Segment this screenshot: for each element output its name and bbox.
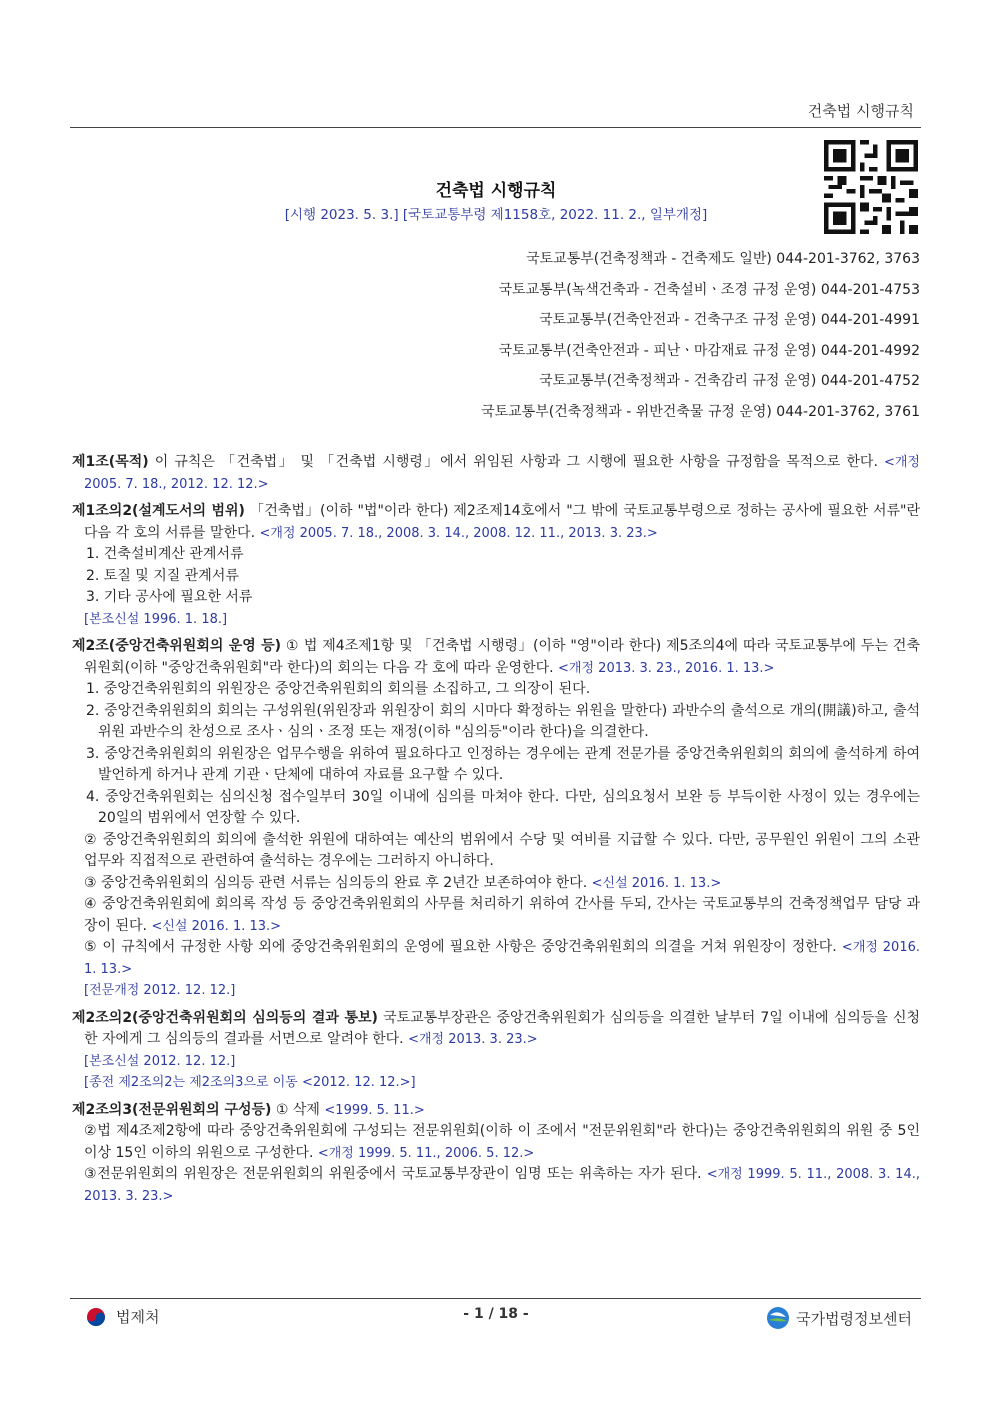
article-text: ① 법 제4조제1항 및 「건축법 시행령」(이하 "영"이라 한다) 제5조의4에 따라 국토교통부에 두는 건축위원회(이하 "중앙건축위원회"라 한다)의 회의는 다음 각 호에 따라 운영한다.	[84, 638, 920, 676]
article-paragraph	[72, 636, 920, 679]
amendment-note[interactable]: <신설 2016. 1. 13.>	[151, 918, 282, 934]
article-paragraph	[72, 452, 920, 495]
article-paragraph	[72, 1008, 920, 1051]
revision-note[interactable]: [전문개정 2012. 12. 12.]	[84, 983, 236, 998]
paragraph-4	[72, 894, 920, 937]
law-center-logo-icon	[766, 1306, 790, 1330]
paragraph-2: ② 중앙건축위원회의 회의에 출석한 위원에 대하여는 예산의 범위에서 수당 및 여비를 지급할 수 있다. 다만, 공무원인 위원이 그의 소관 업무와 직접적으로 관련하여 출석하는 경우에는 그러하지 아니하다.	[84, 831, 920, 869]
article-heading: 제2조의3(전문위원회의 구성등)	[72, 1101, 272, 1118]
footer-org-name: 법제처	[116, 1308, 160, 1326]
article-text: 이 규칙은 「건축법」 및 「건축법 시행령」에서 위임된 사항과 그 시행에 필요한 사항을 규정함을 목적으로 한다.	[148, 454, 884, 470]
amendment-note[interactable]: <신설 2016. 1. 13.>	[591, 875, 722, 891]
amendment-note[interactable]: <개정 2016. 1. 13.>	[84, 940, 920, 977]
article-1-2	[72, 501, 920, 630]
article-heading: 제1조의2(설계도서의 범위)	[72, 503, 245, 519]
article-2-2	[72, 1008, 920, 1094]
page-number: - 1 / 18 -	[463, 1306, 529, 1322]
revision-note[interactable]: [본조신설 1996. 1. 18.]	[84, 611, 228, 627]
document-body	[72, 452, 920, 1213]
amendment-note[interactable]: <1999. 5. 11.>	[324, 1102, 425, 1118]
article-text: 「건축법」(이하 "법"이라 한다) 제2조제14호에서 "그 밖에 국토교통부령으로 정하는 공사에 필요한 서류"란 다음 각 호의 서류를 말한다.	[84, 503, 920, 541]
list-item: 2. 중앙건축위원회의 회의는 구성위원(위원장과 위원장이 회의 시마다 확정하는 위원을 말한다) 과반수의 출석으로 개의(開議)하고, 출석위원 과반수의 찬성으로 조사ㆍ심의ㆍ조정 또는 재정(이하 "심의등"이라 한다)을 의결한다.	[86, 702, 920, 740]
amendment-note[interactable]: <개정 2013. 3. 23.>	[408, 1032, 538, 1047]
document-subtitle: [시행 2023. 5. 3.] [국토교통부령 제1158호, 2022. 11. 2., 일부개정]	[284, 207, 708, 223]
contact-line: 국토교통부(건축안전과 - 피난ㆍ마감재료 규정 운영) 044-201-4992	[498, 342, 920, 359]
article-text: ① 삭제	[271, 1101, 325, 1118]
list-item: 3. 중앙건축위원회의 위원장은 업무수행을 위하여 필요하다고 인정하는 경우에는 관계 전문가를 중앙건축위원회의 회의에 출석하게 하여 발언하게 하거나 관계 기관ㆍ단체에 대하여 자료를 요구할 수 있다.	[86, 745, 920, 783]
paragraph-text: ⑤ 이 규칙에서 규정한 사항 외에 중앙건축위원회의 운영에 필요한 사항은 중앙건축위원회의 의결을 거쳐 위원장이 정한다.	[84, 939, 842, 955]
list-item: 1. 건축설비계산 관계서류	[86, 546, 244, 562]
contact-line: 국토교통부(건축안전과 - 건축구조 규정 운영) 044-201-4991	[539, 312, 920, 329]
revision-note[interactable]: [본조신설 2012. 12. 12.]	[84, 1053, 236, 1069]
contact-line: 국토교통부(건축정책과 - 건축제도 일반) 044-201-3762, 3763	[526, 251, 920, 267]
list-item: 1. 중앙건축위원회의 위원장은 중앙건축위원회의 회의를 소집하고, 그 의장이 된다.	[86, 681, 591, 697]
footer-center-name: 국가법령정보센터	[796, 1309, 912, 1328]
contact-line: 국토교통부(건축정책과 - 건축감리 규정 운영) 044-201-4752	[539, 373, 920, 390]
document-title: 건축법 시행규칙	[435, 181, 557, 201]
list-item: 4. 중앙건축위원회는 심의신청 접수일부터 30일 이내에 심의를 마쳐야 한다. 다만, 심의요청서 보완 등 부득이한 사정이 있는 경우에는 20일의 범위에서 연장할 수 있다.	[86, 788, 920, 826]
article-2	[72, 636, 920, 1002]
article-2-3	[72, 1100, 920, 1208]
running-title: 건축법 시행규칙	[807, 102, 914, 120]
footer-divider	[70, 1298, 921, 1299]
article-paragraph	[72, 1100, 920, 1122]
header-divider	[70, 127, 921, 128]
amendment-note[interactable]: <개정 2005. 7. 18., 2008. 3. 14., 2008. 12. 11., 2013. 3. 23.>	[259, 525, 658, 541]
paragraph-text: ③ 중앙건축위원회의 심의등 관련 서류는 심의등의 완료 후 2년간 보존하여야 한다.	[84, 874, 592, 891]
contact-line: 국토교통부(녹색건축과 - 건축설비ㆍ조경 규정 운영) 044-201-4753	[498, 281, 920, 298]
paragraph-text: ④ 중앙건축위원회에 회의록 작성 등 중앙건축위원회의 사무를 처리하기 위하여 간사를 두되, 간사는 국토교통부의 건축정책업무 담당 과장이 된다.	[84, 896, 920, 934]
article-heading: 제2조의2(중앙건축위원회의 심의등의 결과 통보)	[72, 1009, 378, 1026]
paragraph-text: ②법 제4조제2항에 따라 중앙건축위원회에 구성되는 전문위원회(이하 이 조에서 "전문위원회"라 한다)는 중앙건축위원회의 위원 중 5인 이상 15인 이하의 위원으로 구성한다.	[84, 1123, 920, 1161]
revision-note[interactable]: [종전 제2조의2는 제2조의3으로 이동 <2012. 12. 12.>]	[84, 1075, 416, 1090]
amendment-note[interactable]: <개정 1999. 5. 11., 2008. 3. 14., 2013. 3. 23.>	[84, 1167, 920, 1204]
contact-list	[481, 244, 920, 428]
paragraph-3	[72, 1164, 920, 1207]
article-paragraph	[72, 501, 920, 544]
article-heading: 제2조(중앙건축위원회의 운영 등)	[72, 638, 282, 654]
contact-line: 국토교통부(건축정책과 - 위반건축물 규정 운영) 044-201-3762, 3761	[481, 403, 920, 420]
amendment-note[interactable]: <개정 1999. 5. 11., 2006. 5. 12.>	[317, 1145, 535, 1161]
amendment-note[interactable]: <개정 2005. 7. 18., 2012. 12. 12.>	[84, 455, 920, 492]
article-heading: 제1조(목적)	[72, 454, 149, 470]
amendment-note[interactable]: <개정 2013. 3. 23., 2016. 1. 13.>	[558, 660, 775, 676]
list-item: 3. 기타 공사에 필요한 서류	[86, 589, 253, 605]
footer-right	[766, 1306, 912, 1330]
paragraph-5	[72, 937, 920, 980]
article-text: 국토교통부장관은 중앙건축위원회가 심의등을 의결한 날부터 7일 이내에 심의등을 신청한 자에게 그 심의등의 결과를 서면으로 알려야 한다.	[84, 1009, 920, 1047]
paragraph-2	[72, 1121, 920, 1164]
paragraph-text: ③전문위원회의 위원장은 전문위원회의 위원중에서 국토교통부장관이 임명 또는 위촉하는 자가 된다.	[84, 1166, 707, 1182]
list-item: 2. 토질 및 지질 관계서류	[86, 567, 239, 584]
paragraph-3	[72, 873, 920, 895]
article-1	[72, 452, 920, 495]
